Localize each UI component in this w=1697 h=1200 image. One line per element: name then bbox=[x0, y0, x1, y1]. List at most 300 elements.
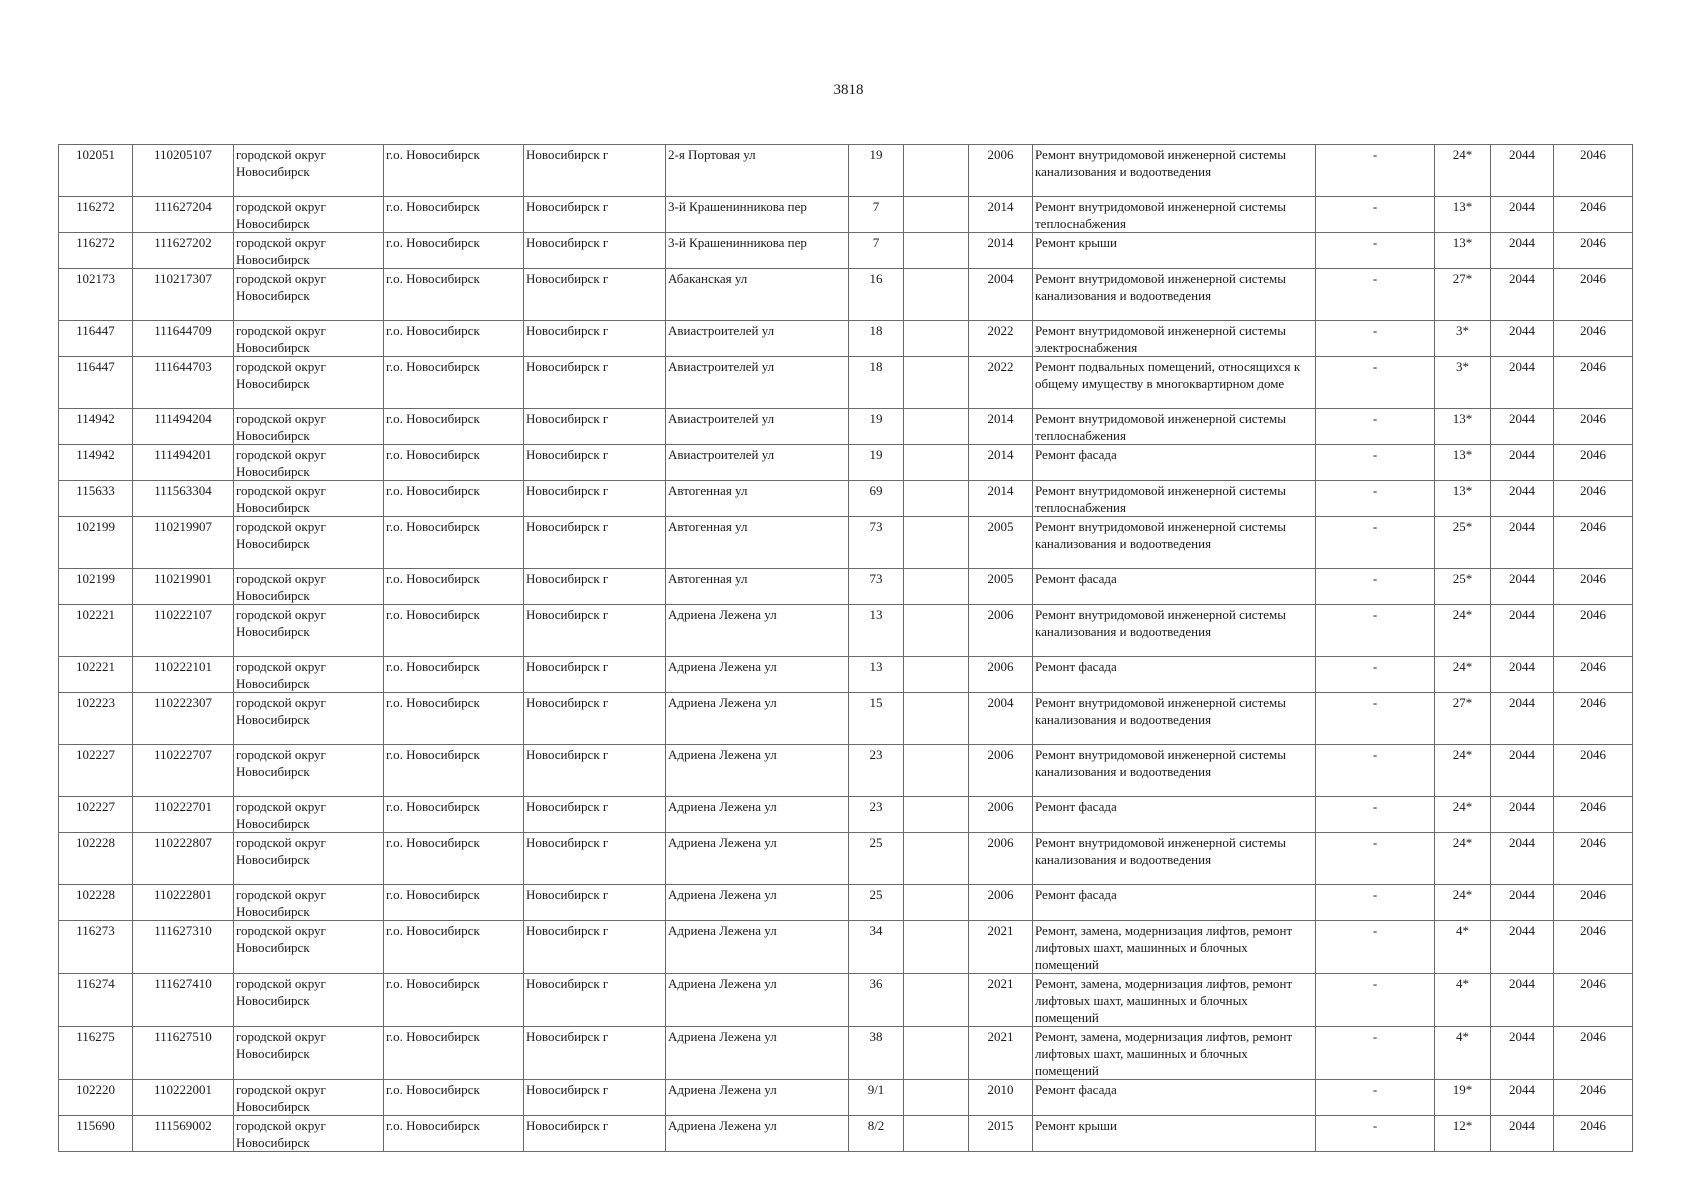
year-cell: 2006 bbox=[969, 145, 1033, 197]
table-row bbox=[59, 269, 1633, 321]
end-year-cell: 2046 bbox=[1554, 1080, 1633, 1116]
work-type-cell: Ремонт крыши bbox=[1033, 233, 1316, 269]
city-cell: Новосибирск г bbox=[524, 517, 666, 569]
street-cell: Адриена Лежена ул bbox=[666, 1080, 849, 1116]
municipality-cell: г.о. Новосибирск bbox=[384, 605, 524, 657]
house-number-cell: 23 bbox=[849, 745, 904, 797]
street-cell: Адриена Лежена ул bbox=[666, 605, 849, 657]
end-year-cell: 2046 bbox=[1554, 1116, 1633, 1152]
city-cell: Новосибирск г bbox=[524, 197, 666, 233]
dash-cell: - bbox=[1316, 921, 1435, 974]
city-cell: Новосибирск г bbox=[524, 833, 666, 885]
row-id-cell: 102227 bbox=[59, 797, 133, 833]
municipality-cell: г.о. Новосибирск bbox=[384, 481, 524, 517]
district-cell: городской округ Новосибирск bbox=[234, 145, 384, 197]
row-id-cell: 116273 bbox=[59, 921, 133, 974]
house-number-cell: 15 bbox=[849, 693, 904, 745]
row-id-cell: 114942 bbox=[59, 409, 133, 445]
end-year-cell: 2046 bbox=[1554, 321, 1633, 357]
building-cell bbox=[904, 1027, 969, 1080]
building-cell bbox=[904, 445, 969, 481]
year-cell: 2021 bbox=[969, 921, 1033, 974]
row-id-cell: 114942 bbox=[59, 445, 133, 481]
year-cell: 2022 bbox=[969, 321, 1033, 357]
work-type-cell: Ремонт внутридомовой инженерной системы канализования и водоотведения bbox=[1033, 269, 1316, 321]
city-cell: Новосибирск г bbox=[524, 409, 666, 445]
street-cell: Адриена Лежена ул bbox=[666, 1116, 849, 1152]
end-year-cell: 2046 bbox=[1554, 269, 1633, 321]
city-cell: Новосибирск г bbox=[524, 445, 666, 481]
street-cell: Адриена Лежена ул bbox=[666, 745, 849, 797]
street-cell: Автогенная ул bbox=[666, 517, 849, 569]
house-number-cell: 73 bbox=[849, 569, 904, 605]
dash-cell: - bbox=[1316, 657, 1435, 693]
work-type-cell: Ремонт фасада bbox=[1033, 885, 1316, 921]
municipality-cell: г.о. Новосибирск bbox=[384, 569, 524, 605]
house-number-cell: 25 bbox=[849, 833, 904, 885]
row-id-cell: 102220 bbox=[59, 1080, 133, 1116]
term-cell: 27* bbox=[1435, 693, 1491, 745]
start-year-cell: 2044 bbox=[1491, 1080, 1554, 1116]
term-cell: 24* bbox=[1435, 605, 1491, 657]
table-row bbox=[59, 569, 1633, 605]
work-type-cell: Ремонт фасада bbox=[1033, 797, 1316, 833]
row-id-cell: 116275 bbox=[59, 1027, 133, 1080]
term-cell: 13* bbox=[1435, 197, 1491, 233]
dash-cell: - bbox=[1316, 233, 1435, 269]
work-code-cell: 111644709 bbox=[133, 321, 234, 357]
dash-cell: - bbox=[1316, 357, 1435, 409]
street-cell: 3-й Крашенинникова пер bbox=[666, 233, 849, 269]
district-cell: городской округ Новосибирск bbox=[234, 517, 384, 569]
term-cell: 3* bbox=[1435, 357, 1491, 409]
district-cell: городской округ Новосибирск bbox=[234, 1027, 384, 1080]
table-row bbox=[59, 745, 1633, 797]
year-cell: 2014 bbox=[969, 197, 1033, 233]
building-cell bbox=[904, 1080, 969, 1116]
dash-cell: - bbox=[1316, 885, 1435, 921]
municipality-cell: г.о. Новосибирск bbox=[384, 145, 524, 197]
house-number-cell: 7 bbox=[849, 197, 904, 233]
work-code-cell: 110217307 bbox=[133, 269, 234, 321]
start-year-cell: 2044 bbox=[1491, 145, 1554, 197]
building-cell bbox=[904, 197, 969, 233]
table-row bbox=[59, 197, 1633, 233]
end-year-cell: 2046 bbox=[1554, 233, 1633, 269]
district-cell: городской округ Новосибирск bbox=[234, 974, 384, 1027]
street-cell: Авиастроителей ул bbox=[666, 321, 849, 357]
year-cell: 2021 bbox=[969, 974, 1033, 1027]
work-type-cell: Ремонт внутридомовой инженерной системы канализования и водоотведения bbox=[1033, 745, 1316, 797]
municipality-cell: г.о. Новосибирск bbox=[384, 409, 524, 445]
street-cell: Адриена Лежена ул bbox=[666, 921, 849, 974]
district-cell: городской округ Новосибирск bbox=[234, 797, 384, 833]
work-code-cell: 111644703 bbox=[133, 357, 234, 409]
building-cell bbox=[904, 517, 969, 569]
term-cell: 13* bbox=[1435, 233, 1491, 269]
work-type-cell: Ремонт фасада bbox=[1033, 569, 1316, 605]
row-id-cell: 102228 bbox=[59, 833, 133, 885]
work-code-cell: 110222001 bbox=[133, 1080, 234, 1116]
district-cell: городской округ Новосибирск bbox=[234, 357, 384, 409]
house-number-cell: 73 bbox=[849, 517, 904, 569]
work-code-cell: 110219901 bbox=[133, 569, 234, 605]
building-cell bbox=[904, 974, 969, 1027]
district-cell: городской округ Новосибирск bbox=[234, 885, 384, 921]
dash-cell: - bbox=[1316, 1080, 1435, 1116]
work-type-cell: Ремонт, замена, модернизация лифтов, ремонт лифтовых шахт, машинных и блочных помещений bbox=[1033, 1027, 1316, 1080]
table-row bbox=[59, 1027, 1633, 1080]
dash-cell: - bbox=[1316, 409, 1435, 445]
building-cell bbox=[904, 657, 969, 693]
term-cell: 4* bbox=[1435, 974, 1491, 1027]
start-year-cell: 2044 bbox=[1491, 569, 1554, 605]
building-cell bbox=[904, 357, 969, 409]
work-code-cell: 111627204 bbox=[133, 197, 234, 233]
table-row bbox=[59, 1080, 1633, 1116]
building-cell bbox=[904, 269, 969, 321]
work-type-cell: Ремонт фасада bbox=[1033, 445, 1316, 481]
municipality-cell: г.о. Новосибирск bbox=[384, 833, 524, 885]
table-row bbox=[59, 921, 1633, 974]
start-year-cell: 2044 bbox=[1491, 797, 1554, 833]
page-number: 3818 bbox=[833, 82, 864, 98]
district-cell: городской округ Новосибирск bbox=[234, 657, 384, 693]
dash-cell: - bbox=[1316, 269, 1435, 321]
building-cell bbox=[904, 233, 969, 269]
start-year-cell: 2044 bbox=[1491, 605, 1554, 657]
end-year-cell: 2046 bbox=[1554, 569, 1633, 605]
year-cell: 2014 bbox=[969, 481, 1033, 517]
term-cell: 13* bbox=[1435, 445, 1491, 481]
building-cell bbox=[904, 321, 969, 357]
year-cell: 2014 bbox=[969, 233, 1033, 269]
work-code-cell: 111494201 bbox=[133, 445, 234, 481]
district-cell: городской округ Новосибирск bbox=[234, 693, 384, 745]
house-number-cell: 23 bbox=[849, 797, 904, 833]
district-cell: городской округ Новосибирск bbox=[234, 1080, 384, 1116]
table-row bbox=[59, 1116, 1633, 1152]
street-cell: Автогенная ул bbox=[666, 569, 849, 605]
work-type-cell: Ремонт, замена, модернизация лифтов, ремонт лифтовых шахт, машинных и блочных помещений bbox=[1033, 921, 1316, 974]
work-code-cell: 110222307 bbox=[133, 693, 234, 745]
term-cell: 24* bbox=[1435, 657, 1491, 693]
city-cell: Новосибирск г bbox=[524, 269, 666, 321]
start-year-cell: 2044 bbox=[1491, 833, 1554, 885]
start-year-cell: 2044 bbox=[1491, 1027, 1554, 1080]
work-code-cell: 111563304 bbox=[133, 481, 234, 517]
work-code-cell: 110219907 bbox=[133, 517, 234, 569]
row-id-cell: 102051 bbox=[59, 145, 133, 197]
start-year-cell: 2044 bbox=[1491, 445, 1554, 481]
table-row bbox=[59, 409, 1633, 445]
street-cell: Адриена Лежена ул bbox=[666, 1027, 849, 1080]
start-year-cell: 2044 bbox=[1491, 269, 1554, 321]
row-id-cell: 116274 bbox=[59, 974, 133, 1027]
end-year-cell: 2046 bbox=[1554, 885, 1633, 921]
municipality-cell: г.о. Новосибирск bbox=[384, 269, 524, 321]
city-cell: Новосибирск г bbox=[524, 657, 666, 693]
year-cell: 2014 bbox=[969, 409, 1033, 445]
end-year-cell: 2046 bbox=[1554, 605, 1633, 657]
building-cell bbox=[904, 921, 969, 974]
work-type-cell: Ремонт внутридомовой инженерной системы канализования и водоотведения bbox=[1033, 833, 1316, 885]
district-cell: городской округ Новосибирск bbox=[234, 409, 384, 445]
table-row bbox=[59, 885, 1633, 921]
year-cell: 2006 bbox=[969, 657, 1033, 693]
dash-cell: - bbox=[1316, 833, 1435, 885]
repair-register-table bbox=[58, 144, 1633, 1152]
district-cell: городской округ Новосибирск bbox=[234, 569, 384, 605]
municipality-cell: г.о. Новосибирск bbox=[384, 233, 524, 269]
house-number-cell: 19 bbox=[849, 145, 904, 197]
dash-cell: - bbox=[1316, 693, 1435, 745]
dash-cell: - bbox=[1316, 321, 1435, 357]
city-cell: Новосибирск г bbox=[524, 885, 666, 921]
house-number-cell: 18 bbox=[849, 321, 904, 357]
term-cell: 12* bbox=[1435, 1116, 1491, 1152]
street-cell: Авиастроителей ул bbox=[666, 445, 849, 481]
start-year-cell: 2044 bbox=[1491, 321, 1554, 357]
year-cell: 2015 bbox=[969, 1116, 1033, 1152]
year-cell: 2014 bbox=[969, 445, 1033, 481]
building-cell bbox=[904, 569, 969, 605]
row-id-cell: 102221 bbox=[59, 605, 133, 657]
municipality-cell: г.о. Новосибирск bbox=[384, 357, 524, 409]
house-number-cell: 18 bbox=[849, 357, 904, 409]
start-year-cell: 2044 bbox=[1491, 921, 1554, 974]
row-id-cell: 102199 bbox=[59, 569, 133, 605]
municipality-cell: г.о. Новосибирск bbox=[384, 1080, 524, 1116]
district-cell: городской округ Новосибирск bbox=[234, 921, 384, 974]
work-code-cell: 111494204 bbox=[133, 409, 234, 445]
work-code-cell: 110222707 bbox=[133, 745, 234, 797]
work-type-cell: Ремонт крыши bbox=[1033, 1116, 1316, 1152]
city-cell: Новосибирск г bbox=[524, 357, 666, 409]
end-year-cell: 2046 bbox=[1554, 1027, 1633, 1080]
city-cell: Новосибирск г bbox=[524, 1080, 666, 1116]
row-id-cell: 102228 bbox=[59, 885, 133, 921]
dash-cell: - bbox=[1316, 605, 1435, 657]
building-cell bbox=[904, 145, 969, 197]
house-number-cell: 7 bbox=[849, 233, 904, 269]
municipality-cell: г.о. Новосибирск bbox=[384, 745, 524, 797]
work-code-cell: 111627510 bbox=[133, 1027, 234, 1080]
building-cell bbox=[904, 797, 969, 833]
end-year-cell: 2046 bbox=[1554, 833, 1633, 885]
street-cell: Авиастроителей ул bbox=[666, 409, 849, 445]
building-cell bbox=[904, 885, 969, 921]
table-row bbox=[59, 517, 1633, 569]
term-cell: 25* bbox=[1435, 517, 1491, 569]
table-row bbox=[59, 321, 1633, 357]
city-cell: Новосибирск г bbox=[524, 797, 666, 833]
table-row bbox=[59, 605, 1633, 657]
year-cell: 2004 bbox=[969, 693, 1033, 745]
row-id-cell: 116272 bbox=[59, 197, 133, 233]
work-type-cell: Ремонт внутридомовой инженерной системы теплоснабжения bbox=[1033, 197, 1316, 233]
start-year-cell: 2044 bbox=[1491, 481, 1554, 517]
street-cell: Адриена Лежена ул bbox=[666, 657, 849, 693]
start-year-cell: 2044 bbox=[1491, 409, 1554, 445]
work-type-cell: Ремонт внутридомовой инженерной системы теплоснабжения bbox=[1033, 481, 1316, 517]
municipality-cell: г.о. Новосибирск bbox=[384, 197, 524, 233]
district-cell: городской округ Новосибирск bbox=[234, 605, 384, 657]
term-cell: 24* bbox=[1435, 797, 1491, 833]
dash-cell: - bbox=[1316, 745, 1435, 797]
municipality-cell: г.о. Новосибирск bbox=[384, 974, 524, 1027]
building-cell bbox=[904, 481, 969, 517]
start-year-cell: 2044 bbox=[1491, 1116, 1554, 1152]
building-cell bbox=[904, 693, 969, 745]
street-cell: Адриена Лежена ул bbox=[666, 974, 849, 1027]
municipality-cell: г.о. Новосибирск bbox=[384, 1116, 524, 1152]
table-row bbox=[59, 145, 1633, 197]
district-cell: городской округ Новосибирск bbox=[234, 269, 384, 321]
work-code-cell: 111627310 bbox=[133, 921, 234, 974]
street-cell: Авиастроителей ул bbox=[666, 357, 849, 409]
row-id-cell: 115690 bbox=[59, 1116, 133, 1152]
municipality-cell: г.о. Новосибирск bbox=[384, 657, 524, 693]
house-number-cell: 16 bbox=[849, 269, 904, 321]
work-type-cell: Ремонт внутридомовой инженерной системы канализования и водоотведения bbox=[1033, 693, 1316, 745]
work-code-cell: 110222807 bbox=[133, 833, 234, 885]
year-cell: 2005 bbox=[969, 517, 1033, 569]
end-year-cell: 2046 bbox=[1554, 657, 1633, 693]
end-year-cell: 2046 bbox=[1554, 145, 1633, 197]
table-row bbox=[59, 693, 1633, 745]
municipality-cell: г.о. Новосибирск bbox=[384, 517, 524, 569]
end-year-cell: 2046 bbox=[1554, 197, 1633, 233]
row-id-cell: 102223 bbox=[59, 693, 133, 745]
city-cell: Новосибирск г bbox=[524, 481, 666, 517]
table-row bbox=[59, 833, 1633, 885]
year-cell: 2022 bbox=[969, 357, 1033, 409]
year-cell: 2005 bbox=[969, 569, 1033, 605]
street-cell: Адриена Лежена ул bbox=[666, 885, 849, 921]
work-code-cell: 111569002 bbox=[133, 1116, 234, 1152]
city-cell: Новосибирск г bbox=[524, 974, 666, 1027]
city-cell: Новосибирск г bbox=[524, 233, 666, 269]
term-cell: 24* bbox=[1435, 885, 1491, 921]
row-id-cell: 116447 bbox=[59, 357, 133, 409]
start-year-cell: 2044 bbox=[1491, 517, 1554, 569]
house-number-cell: 13 bbox=[849, 605, 904, 657]
end-year-cell: 2046 bbox=[1554, 974, 1633, 1027]
work-code-cell: 110222107 bbox=[133, 605, 234, 657]
house-number-cell: 19 bbox=[849, 409, 904, 445]
end-year-cell: 2046 bbox=[1554, 745, 1633, 797]
end-year-cell: 2046 bbox=[1554, 445, 1633, 481]
term-cell: 13* bbox=[1435, 409, 1491, 445]
building-cell bbox=[904, 745, 969, 797]
table-row bbox=[59, 481, 1633, 517]
start-year-cell: 2044 bbox=[1491, 693, 1554, 745]
house-number-cell: 25 bbox=[849, 885, 904, 921]
city-cell: Новосибирск г bbox=[524, 605, 666, 657]
term-cell: 27* bbox=[1435, 269, 1491, 321]
house-number-cell: 38 bbox=[849, 1027, 904, 1080]
district-cell: городской округ Новосибирск bbox=[234, 445, 384, 481]
start-year-cell: 2044 bbox=[1491, 885, 1554, 921]
year-cell: 2006 bbox=[969, 833, 1033, 885]
work-type-cell: Ремонт внутридомовой инженерной системы теплоснабжения bbox=[1033, 409, 1316, 445]
term-cell: 4* bbox=[1435, 1027, 1491, 1080]
table-row bbox=[59, 797, 1633, 833]
row-id-cell: 116272 bbox=[59, 233, 133, 269]
district-cell: городской округ Новосибирск bbox=[234, 481, 384, 517]
table-row bbox=[59, 657, 1633, 693]
year-cell: 2006 bbox=[969, 745, 1033, 797]
term-cell: 24* bbox=[1435, 145, 1491, 197]
year-cell: 2006 bbox=[969, 885, 1033, 921]
municipality-cell: г.о. Новосибирск bbox=[384, 693, 524, 745]
dash-cell: - bbox=[1316, 797, 1435, 833]
house-number-cell: 19 bbox=[849, 445, 904, 481]
term-cell: 24* bbox=[1435, 745, 1491, 797]
row-id-cell: 102173 bbox=[59, 269, 133, 321]
start-year-cell: 2044 bbox=[1491, 657, 1554, 693]
year-cell: 2004 bbox=[969, 269, 1033, 321]
municipality-cell: г.о. Новосибирск bbox=[384, 445, 524, 481]
municipality-cell: г.о. Новосибирск bbox=[384, 885, 524, 921]
work-code-cell: 111627410 bbox=[133, 974, 234, 1027]
city-cell: Новосибирск г bbox=[524, 921, 666, 974]
end-year-cell: 2046 bbox=[1554, 481, 1633, 517]
work-type-cell: Ремонт внутридомовой инженерной системы канализования и водоотведения bbox=[1033, 145, 1316, 197]
dash-cell: - bbox=[1316, 517, 1435, 569]
start-year-cell: 2044 bbox=[1491, 357, 1554, 409]
municipality-cell: г.о. Новосибирск bbox=[384, 1027, 524, 1080]
work-type-cell: Ремонт внутридомовой инженерной системы электроснабжения bbox=[1033, 321, 1316, 357]
row-id-cell: 102221 bbox=[59, 657, 133, 693]
dash-cell: - bbox=[1316, 481, 1435, 517]
house-number-cell: 36 bbox=[849, 974, 904, 1027]
city-cell: Новосибирск г bbox=[524, 693, 666, 745]
year-cell: 2006 bbox=[969, 797, 1033, 833]
dash-cell: - bbox=[1316, 145, 1435, 197]
year-cell: 2021 bbox=[969, 1027, 1033, 1080]
city-cell: Новосибирск г bbox=[524, 145, 666, 197]
work-type-cell: Ремонт внутридомовой инженерной системы канализования и водоотведения bbox=[1033, 517, 1316, 569]
house-number-cell: 13 bbox=[849, 657, 904, 693]
work-code-cell: 110222701 bbox=[133, 797, 234, 833]
work-code-cell: 110222801 bbox=[133, 885, 234, 921]
table-body bbox=[59, 145, 1633, 1152]
start-year-cell: 2044 bbox=[1491, 745, 1554, 797]
row-id-cell: 115633 bbox=[59, 481, 133, 517]
street-cell: Абаканская ул bbox=[666, 269, 849, 321]
street-cell: 2-я Портовая ул bbox=[666, 145, 849, 197]
start-year-cell: 2044 bbox=[1491, 233, 1554, 269]
dash-cell: - bbox=[1316, 974, 1435, 1027]
start-year-cell: 2044 bbox=[1491, 974, 1554, 1027]
work-type-cell: Ремонт, замена, модернизация лифтов, ремонт лифтовых шахт, машинных и блочных помещений bbox=[1033, 974, 1316, 1027]
district-cell: городской округ Новосибирск bbox=[234, 321, 384, 357]
term-cell: 3* bbox=[1435, 321, 1491, 357]
end-year-cell: 2046 bbox=[1554, 357, 1633, 409]
city-cell: Новосибирск г bbox=[524, 569, 666, 605]
building-cell bbox=[904, 833, 969, 885]
city-cell: Новосибирск г bbox=[524, 1116, 666, 1152]
table-row bbox=[59, 357, 1633, 409]
municipality-cell: г.о. Новосибирск bbox=[384, 921, 524, 974]
end-year-cell: 2046 bbox=[1554, 921, 1633, 974]
work-code-cell: 110205107 bbox=[133, 145, 234, 197]
end-year-cell: 2046 bbox=[1554, 517, 1633, 569]
dash-cell: - bbox=[1316, 197, 1435, 233]
district-cell: городской округ Новосибирск bbox=[234, 197, 384, 233]
